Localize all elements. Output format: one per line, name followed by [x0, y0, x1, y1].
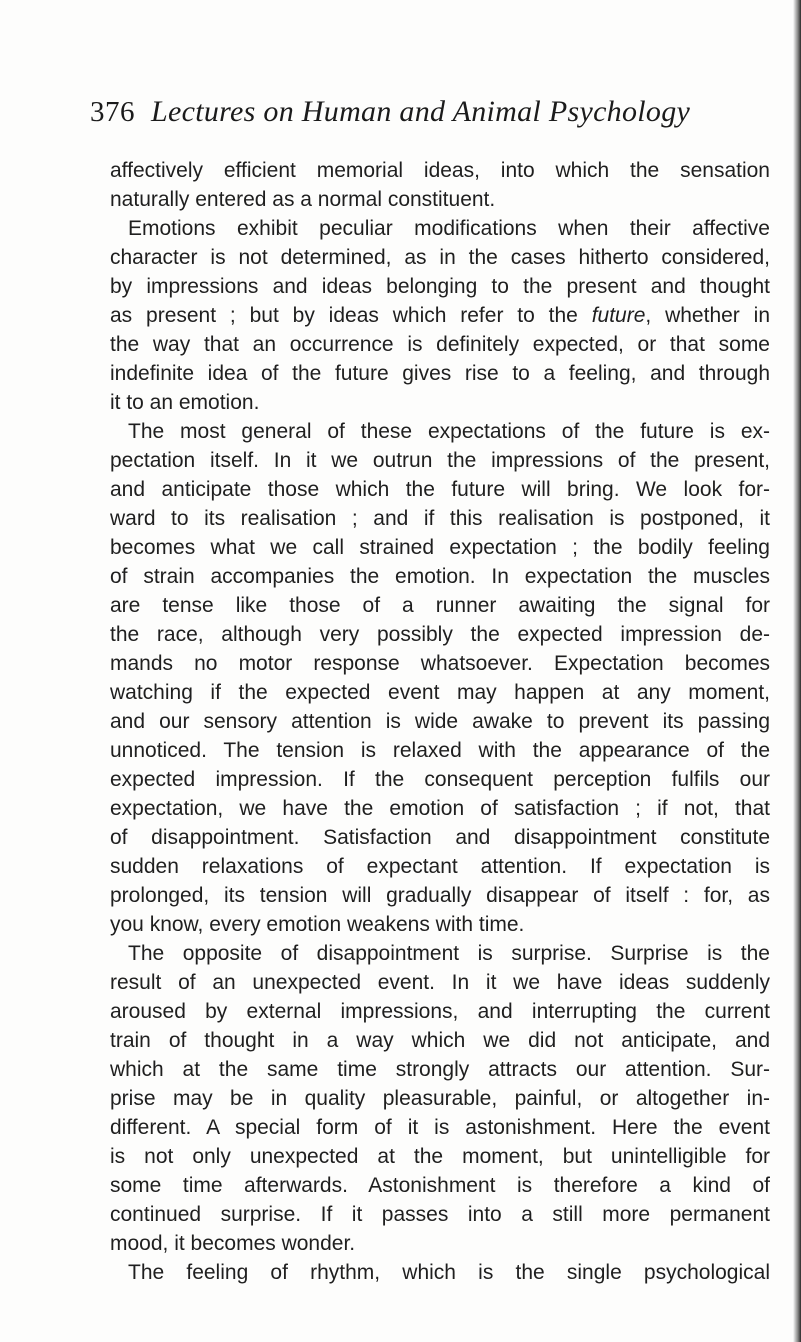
paragraph-start-line: The most general of these expectations of the future is ex- — [128, 420, 770, 443]
text-line: ward to its realisation ; and if this realisation is postponed, it — [110, 507, 770, 530]
paragraph-start-line: The opposite of disappointment is surprise. Surprise is the — [128, 942, 770, 965]
text-line: unnoticed. The tension is relaxed with the appearance of the — [110, 739, 770, 762]
text-line: watching if the expected event may happen at any moment, — [110, 681, 770, 704]
text-line: by impressions and ideas belonging to the present and thought — [110, 275, 770, 298]
text-line: is not only unexpected at the moment, but unintelligible for — [110, 1145, 770, 1168]
text-line: prolonged, its tension will gradually disappear of itself : for, as — [110, 884, 770, 907]
text-line: of strain accompanies the emotion. In expectation the muscles — [110, 565, 770, 588]
body-text — [110, 156, 770, 1287]
text-line: mood, it becomes wonder. — [110, 1232, 356, 1255]
text-line: as present ; but by ideas which refer to the future, whether in — [110, 304, 770, 327]
italic-word: future — [591, 304, 646, 327]
text-line: sudden relaxations of expectant attention. If expectation is — [110, 855, 770, 878]
text-line: of disappointment. Satisfaction and disappointment constitute — [110, 826, 770, 849]
page-header — [90, 95, 770, 129]
text-line: and anticipate those which the future will bring. We look for- — [110, 478, 770, 501]
text-line: mands no motor response whatsoever. Expectation becomes — [110, 652, 770, 675]
text-line: which at the same time strongly attracts our attention. Sur- — [110, 1058, 770, 1081]
text-line: some time afterwards. Astonishment is therefore a kind of — [110, 1174, 770, 1197]
text-line: continued surprise. If it passes into a still more permanent — [110, 1203, 770, 1226]
text-line: the way that an occurrence is definitely expected, or that some — [110, 333, 770, 356]
text-line: pectation itself. In it we outrun the impressions of the present, — [110, 449, 770, 472]
page-edge-shadow — [793, 0, 801, 1342]
text-line: you know, every emotion weakens with time. — [110, 913, 525, 936]
page-number: 376 — [90, 96, 135, 128]
text-line: the race, although very possibly the expected impression de- — [110, 623, 770, 646]
text-line: naturally entered as a normal constituent. — [110, 188, 496, 211]
text-line: prise may be in quality pleasurable, painful, or altogether in- — [110, 1087, 770, 1110]
running-title: Lectures on Human and Animal Psychology — [151, 95, 691, 128]
paragraph-start-line: Emotions exhibit peculiar modifications when their affective — [128, 217, 770, 240]
text-line: train of thought in a way which we did not anticipate, and — [110, 1029, 770, 1052]
text-line: result of an unexpected event. In it we have ideas suddenly — [110, 971, 770, 994]
text-line: and our sensory attention is wide awake to prevent its passing — [110, 710, 770, 733]
text-line: expectation, we have the emotion of satisfaction ; if not, that — [110, 797, 770, 820]
text-line: different. A special form of it is astonishment. Here the event — [110, 1116, 770, 1139]
text-line: it to an emotion. — [110, 391, 260, 414]
text-line: indefinite idea of the future gives rise to a feeling, and through — [110, 362, 770, 385]
paragraph-start-line: The feeling of rhythm, which is the single psychological — [128, 1261, 770, 1284]
text-line: aroused by external impressions, and interrupting the current — [110, 1000, 770, 1023]
text-line: becomes what we call strained expectation ; the bodily feeling — [110, 536, 770, 559]
text-line: affectively efficient memorial ideas, into which the sensation — [110, 159, 770, 182]
text-line: are tense like those of a runner awaiting the signal for — [110, 594, 770, 617]
text-line: character is not determined, as in the cases hitherto considered, — [110, 246, 770, 269]
text-line: expected impression. If the consequent perception fulfils our — [110, 768, 770, 791]
